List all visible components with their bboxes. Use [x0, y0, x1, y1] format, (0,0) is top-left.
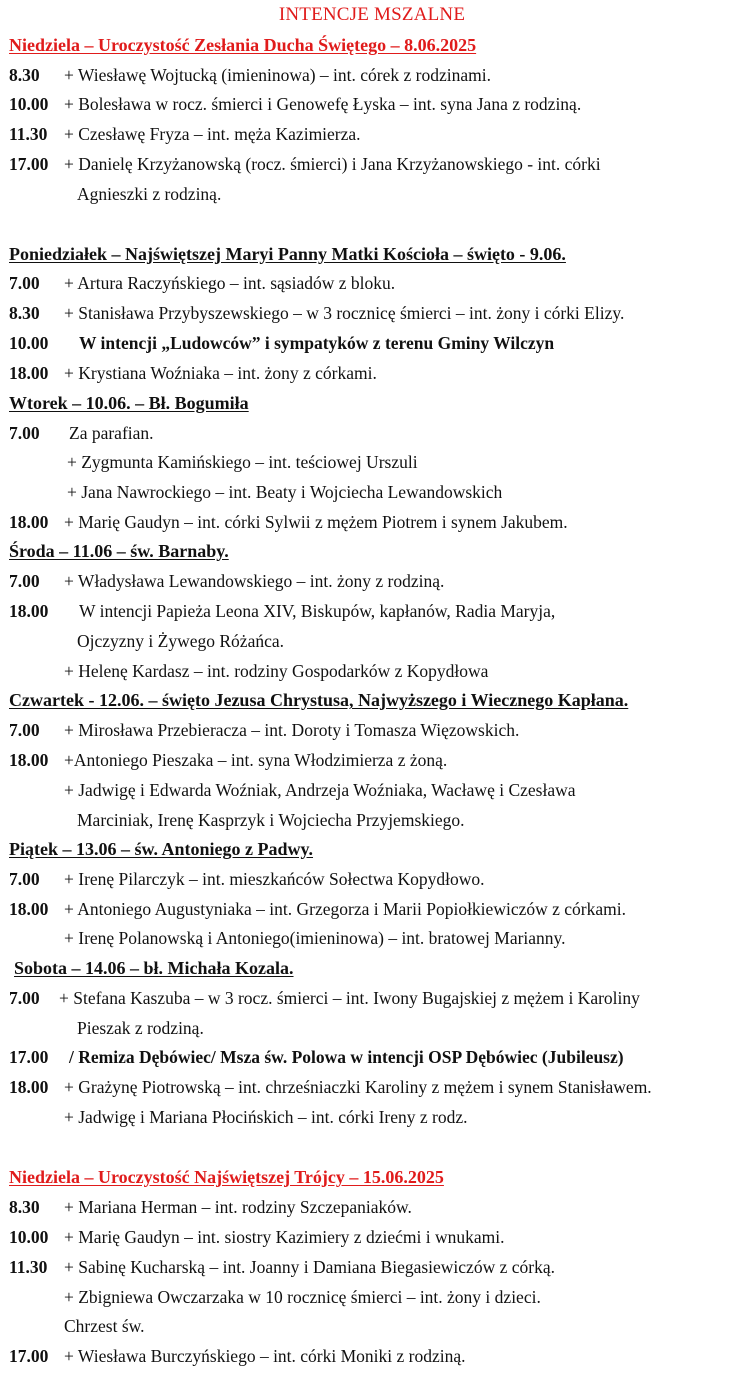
mass-time: 18.00 — [9, 899, 49, 919]
mass-time: 11.30 — [9, 1257, 48, 1277]
intention-text: + Artura Raczyńskiego – int. sąsiadów z bloku. — [64, 273, 396, 293]
mass-time: 8.30 — [9, 303, 40, 323]
intention-text: + Antoniego Augustyniaka – int. Grzegorza i Marii Popiołkiewiczów z córkami. — [64, 899, 626, 919]
intention-text: + Helenę Kardasz – int. rodziny Gospodarków z Kopydłowa — [64, 661, 489, 681]
intention-text: + Krystiana Woźniaka – int. żony z córkami. — [64, 363, 377, 383]
mass-time: 17.00 — [9, 1346, 49, 1366]
mass-time: 18.00 — [9, 750, 49, 770]
intention-text: + Grażynę Piotrowską – int. chrześniaczki Karoliny z mężem i synem Stanisławem. — [64, 1077, 652, 1097]
section-heading: Czwartek - 12.06. – święto Jezusa Chrystusa, Najwyższego i Wiecznego Kapłana. — [9, 690, 629, 710]
intention-text: + Władysława Lewandowskiego – int. żony z rodziną. — [64, 571, 445, 591]
intention-text: W intencji Papieża Leona XIV, Biskupów, kapłanów, Radia Maryja, — [79, 601, 556, 621]
intention-text: + Stefana Kaszuba – w 3 rocz. śmierci – int. Iwony Bugajskiej z mężem i Karoliny — [59, 988, 640, 1008]
intention-text: Agnieszki z rodziną. — [77, 184, 222, 204]
intention-text: Marciniak, Irenę Kasprzyk i Wojciecha Przyjemskiego. — [77, 810, 465, 830]
intention-text: + Jadwigę i Mariana Płocińskich – int. córki Ireny z rodz. — [64, 1107, 468, 1127]
mass-time: 8.30 — [9, 1197, 40, 1217]
mass-time: 7.00 — [9, 571, 40, 591]
mass-time: 18.00 — [9, 1077, 49, 1097]
mass-time: 8.30 — [9, 65, 40, 85]
mass-time: 18.00 — [9, 512, 49, 532]
intention-text: + Zygmunta Kamińskiego – int. teściowej Urszuli — [67, 452, 418, 472]
mass-time: 18.00 — [9, 363, 49, 383]
section-heading: Środa – 11.06 – św. Barnaby. — [9, 541, 229, 561]
intention-text: + Marię Gaudyn – int. córki Sylwii z mężem Piotrem i synem Jakubem. — [64, 512, 568, 532]
mass-time: 10.00 — [9, 333, 49, 353]
intention-text: W intencji „Ludowców” i sympatyków z terenu Gminy Wilczyn — [79, 333, 555, 353]
intention-text: + Marię Gaudyn – int. siostry Kazimiery z dziećmi i wnukami. — [64, 1227, 505, 1247]
mass-time: 7.00 — [9, 988, 40, 1008]
intention-text: + Danielę Krzyżanowską (rocz. śmierci) i Jana Krzyżanowskiego - int. córki — [64, 154, 601, 174]
intention-text: Ojczyzny i Żywego Różańca. — [77, 631, 285, 651]
intention-text: + Jadwigę i Edwarda Woźniak, Andrzeja Woźniaka, Wacławę i Czesława — [64, 780, 576, 800]
mass-time: 7.00 — [9, 273, 40, 293]
intention-text: + Zbigniewa Owczarzaka w 10 rocznicę śmierci – int. żony i dzieci. — [64, 1287, 541, 1307]
intention-text: + Mariana Herman – int. rodziny Szczepaniaków. — [64, 1197, 412, 1217]
section-heading: Sobota – 14.06 – bł. Michała Kozala. — [14, 958, 294, 978]
section-heading: Piątek – 13.06 – św. Antoniego z Padwy. — [9, 839, 314, 859]
intention-text: + Mirosława Przebieracza – int. Doroty i Tomasza Więzowskich. — [64, 720, 520, 740]
section-heading: Niedziela – Uroczystość Zesłania Ducha Świętego – 8.06.2025 — [9, 35, 477, 55]
intention-text: + Wiesławę Wojtucką (imieninowa) – int. córek z rodzinami. — [64, 65, 491, 85]
intention-text: Pieszak z rodziną. — [77, 1018, 204, 1038]
mass-time: 11.30 — [9, 124, 48, 144]
page-title: INTENCJE MSZALNE — [278, 4, 466, 25]
intention-text: Chrzest św. — [64, 1316, 145, 1336]
mass-time: 7.00 — [9, 869, 40, 889]
intention-text: + Jana Nawrockiego – int. Beaty i Wojciecha Lewandowskich — [67, 482, 503, 502]
section-heading: Niedziela – Uroczystość Najświętszej Trójcy – 15.06.2025 — [9, 1167, 444, 1187]
mass-time: 10.00 — [9, 94, 49, 114]
intention-text: / Remiza Dębówiec/ Msza św. Polowa w intencji OSP Dębówiec (Jubileusz) — [69, 1047, 624, 1067]
intention-text: + Sabinę Kucharską – int. Joanny i Damiana Biegasiewiczów z córką. — [64, 1257, 555, 1277]
intention-text: + Bolesława w rocz. śmierci i Genowefę Łyska – int. syna Jana z rodziną. — [64, 94, 582, 114]
intention-text: + Wiesława Burczyńskiego – int. córki Moniki z rodziną. — [64, 1346, 466, 1366]
intention-text: Za parafian. — [69, 423, 154, 443]
section-heading: Wtorek – 10.06. – Bł. Bogumiła — [9, 393, 249, 413]
intention-text: + Irenę Polanowską i Antoniego(imieninowa) – int. bratowej Marianny. — [64, 928, 566, 948]
mass-time: 17.00 — [9, 1047, 49, 1067]
mass-time: 7.00 — [9, 720, 40, 740]
mass-time: 7.00 — [9, 423, 40, 443]
mass-time: 18.00 — [9, 601, 49, 621]
intention-text: + Irenę Pilarczyk – int. mieszkańców Sołectwa Kopydłowo. — [64, 869, 485, 889]
mass-time: 17.00 — [9, 154, 49, 174]
intention-text: +Antoniego Pieszaka – int. syna Włodzimierza z żoną. — [64, 750, 448, 770]
intention-text: + Czesławę Fryza – int. męża Kazimierza. — [64, 124, 361, 144]
section-heading: Poniedziałek – Najświętszej Maryi Panny Matki Kościoła – święto - 9.06. — [9, 244, 566, 264]
mass-time: 10.00 — [9, 1227, 49, 1247]
intention-text: + Stanisława Przybyszewskiego – w 3 rocznicę śmierci – int. żony i córki Elizy. — [64, 303, 625, 323]
